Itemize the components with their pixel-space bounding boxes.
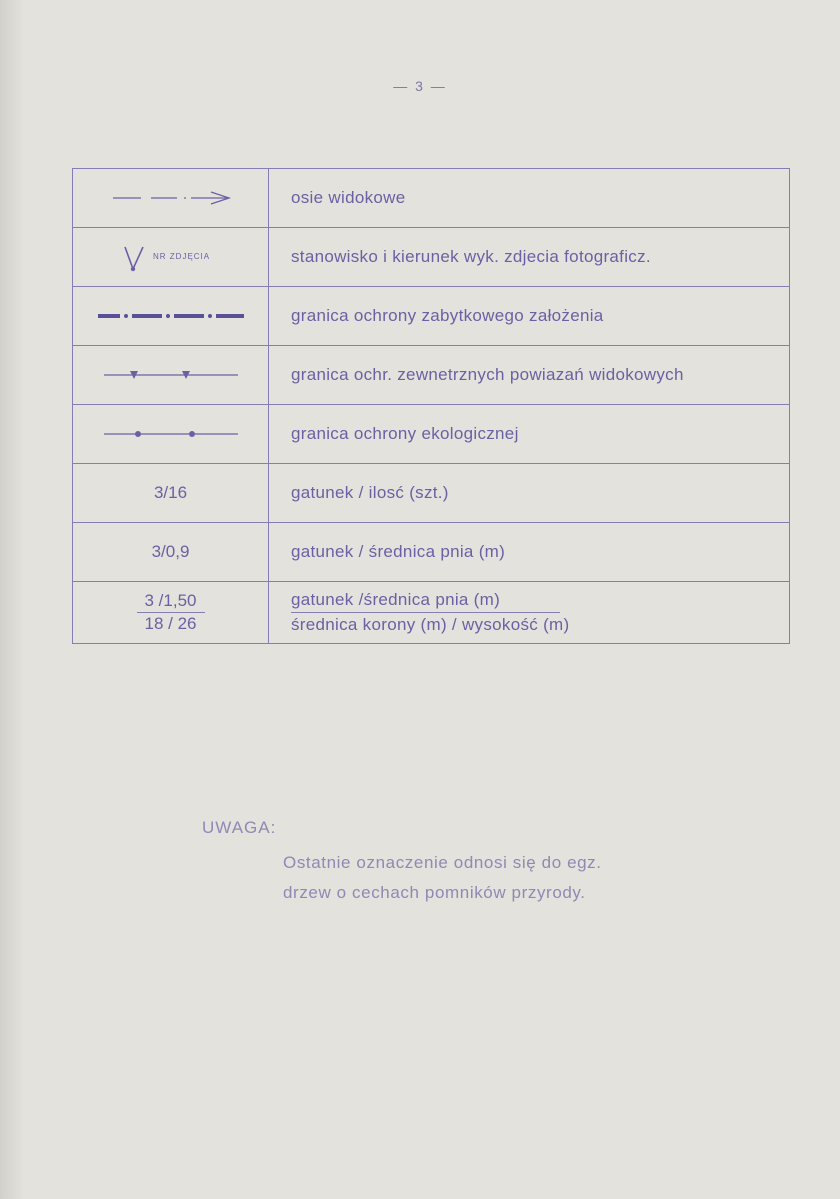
legend-symbol-cell: [73, 169, 269, 228]
legend-row: [73, 464, 790, 523]
dot-line-icon: [96, 424, 246, 444]
legend-symbol-cell: [73, 582, 269, 644]
legend-row: [73, 523, 790, 582]
legend-symbol-cell: [73, 346, 269, 405]
legend-desc-cell: osie widokowe: [269, 169, 790, 228]
legend-desc-cell: gatunek / średnica pnia (m): [269, 523, 790, 582]
legend-table: [72, 168, 790, 644]
legend-desc-cell: stanowisko i kierunek wyk. zdjecia fotograficz.: [269, 228, 790, 287]
desc-line-top: gatunek /średnica pnia (m): [291, 588, 560, 613]
legend-row: [73, 287, 790, 346]
legend-row: [73, 228, 790, 287]
desc-line-bottom: średnica korony (m) / wysokość (m): [291, 615, 570, 634]
symbol-fraction-bottom: 18 / 26: [144, 614, 197, 633]
symbol-label: NR ZDJĘCIA: [152, 252, 210, 261]
page-edge-shadow: [0, 0, 22, 1199]
note-line-1: Ostatnie oznaczenie odnosi się do egz.: [283, 853, 602, 872]
symbol-text: 3/0,9: [151, 542, 190, 561]
page-number: — 3 —: [393, 78, 447, 94]
symbol-text: 3/16: [153, 483, 188, 502]
legend-symbol-cell: [73, 523, 269, 582]
legend-desc-cell: granica ochrony zabytkowego założenia: [269, 287, 790, 346]
symbol-fraction-top: 3 /1,50: [137, 590, 205, 613]
heavy-dash-dot-line-icon: [86, 306, 256, 326]
legend-symbol-cell: [73, 464, 269, 523]
legend-symbol-cell: [73, 405, 269, 464]
note-line-2: drzew o cechach pomników przyrody.: [283, 883, 586, 902]
legend-desc-cell: granica ochr. zewnetrznych powiazań widokowych: [269, 346, 790, 405]
legend-symbol-cell: [73, 228, 269, 287]
legend-row: [73, 582, 790, 644]
legend-row: [73, 405, 790, 464]
legend-desc-cell: gatunek / ilosć (szt.): [269, 464, 790, 523]
dashed-arrow-icon: [101, 188, 241, 208]
legend-symbol-cell: [73, 287, 269, 346]
legend-desc-cell: granica ochrony ekologicznej: [269, 405, 790, 464]
legend-row: [73, 346, 790, 405]
note-title: UWAGA:: [202, 818, 277, 837]
legend-desc-cell: [269, 582, 790, 644]
legend-row: [73, 169, 790, 228]
note-text: [283, 848, 602, 908]
viewpoint-v-icon: [91, 237, 251, 277]
triangle-line-icon: [96, 365, 246, 385]
